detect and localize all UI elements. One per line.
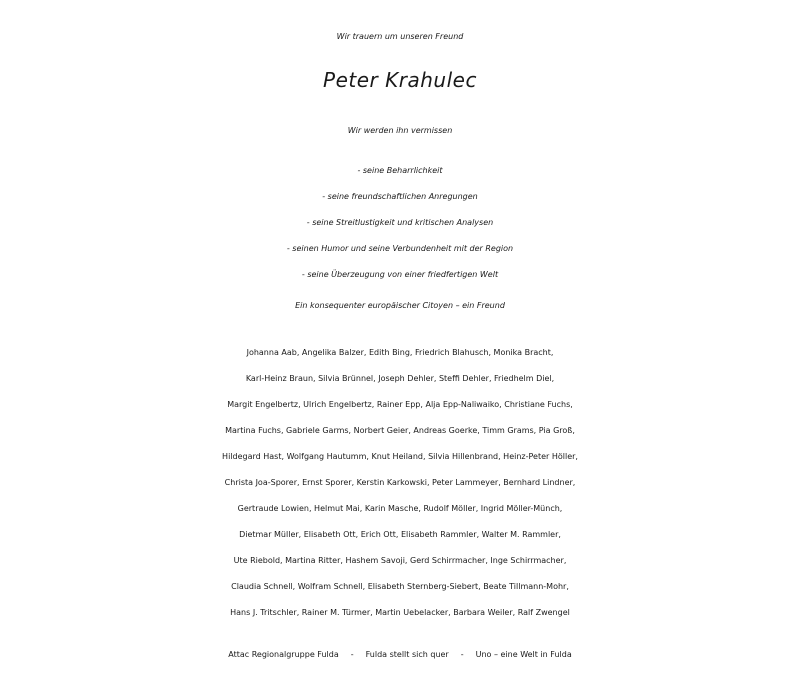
mourner-line: Karl-Heinz Braun, Silvia Brünnel, Joseph Dehler, Steffi Dehler, Friedhelm Diel, [245, 374, 555, 383]
organization-uno-eine-welt: Uno – eine Welt in Fulda [475, 650, 572, 659]
deceased-name: Peter Krahulec [323, 68, 477, 92]
mourner-line: Hans J. Tritschler, Rainer M. Türmer, Martin Uebelacker, Barbara Weiler, Ralf Zwengel [230, 608, 570, 617]
mourner-line: Margit Engelbertz, Ulrich Engelbertz, Rainer Epp, Alja Epp-Naliwaiko, Christiane Fuchs, [227, 400, 573, 409]
mourner-line: Ute Riebold, Martina Ritter, Hashem Savoji, Gerd Schirrmacher, Inge Schirrmacher, [233, 556, 567, 565]
quality-line: - seinen Humor und seine Verbundenheit mit der Region [286, 244, 514, 253]
mourner-line: Gertraude Lowien, Helmut Mai, Karin Masche, Rudolf Möller, Ingrid Möller-Münch, [237, 504, 563, 513]
quality-line: - seine Überzeugung von einer friedfertigen Welt [301, 270, 499, 279]
intro-line: Wir trauern um unseren Freund [336, 32, 464, 41]
organization-fulda-stellt-sich-quer: Fulda stellt sich quer [365, 650, 449, 659]
footer-separator: - [460, 650, 464, 659]
citizen-line: Ein konsequenter europäischer Citoyen – ein Freund [295, 301, 505, 310]
qualities-list [0, 158, 800, 288]
quality-line: - seine freundschaftlichen Anregungen [322, 192, 478, 201]
mourner-line: Christa Joa-Sporer, Ernst Sporer, Kerstin Karkowski, Peter Lammeyer, Bernhard Lindner, [224, 478, 576, 487]
organization-attac: Attac Regionalgruppe Fulda [228, 650, 339, 659]
quality-line: - seine Streitlustigkeit und kritischen Analysen [306, 218, 494, 227]
quality-line: - seine Beharrlichkeit [357, 166, 443, 175]
mourner-line: Johanna Aab, Angelika Balzer, Edith Bing, Friedrich Blahusch, Monika Bracht, [246, 348, 554, 357]
mourner-line: Martina Fuchs, Gabriele Garms, Norbert Geier, Andreas Goerke, Timm Grams, Pia Groß, [225, 426, 575, 435]
mourner-line: Hildegard Hast, Wolfgang Hautumm, Knut Heiland, Silvia Hillenbrand, Heinz-Peter Höller, [222, 452, 578, 461]
footer-separator: - [350, 650, 354, 659]
organizations-footer [0, 643, 800, 667]
mourner-line: Claudia Schnell, Wolfram Schnell, Elisabeth Sternberg-Siebert, Beate Tillmann-Mohr, [231, 582, 569, 591]
miss-line: Wir werden ihn vermissen [347, 126, 453, 135]
mourner-line: Dietmar Müller, Elisabeth Ott, Erich Ott, Elisabeth Rammler, Walter M. Rammler, [239, 530, 561, 539]
mourner-names [0, 340, 800, 626]
